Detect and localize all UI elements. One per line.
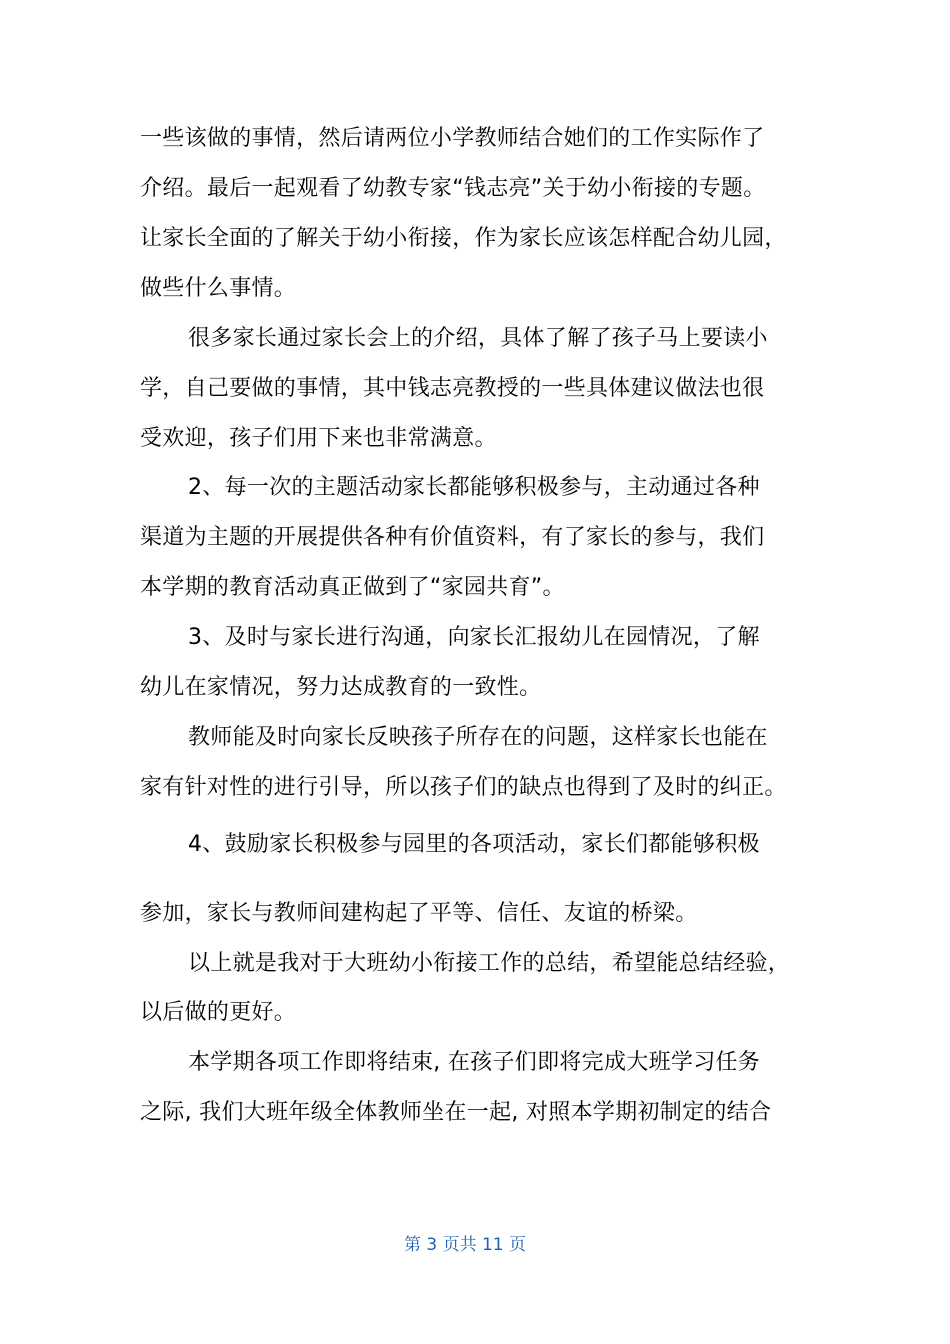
text-line-17: 以上就是我对于大班幼小衔接工作的总结，希望能总结经验， — [188, 951, 791, 976]
text-line-8: 2、每一次的主题活动家长都能够积极参与，主动通过各种 — [188, 475, 760, 500]
text-line-7: 受欢迎，孩子们用下来也非常满意。 — [140, 426, 497, 451]
text-line-5: 很多家长通过家长会上的介绍，具体了解了孩子马上要读小 — [188, 326, 768, 351]
text-line-6: 学，自己要做的事情，其中钱志亮教授的一些具体建议做法也很 — [140, 376, 765, 401]
text-line-2: 介绍。最后一起观看了幼教专家“钱志亮”关于幼小衔接的专题。 — [140, 176, 766, 201]
page-number-label: 第 3 页共 11 页 — [403, 1235, 527, 1255]
text-line-13: 教师能及时向家长反映孩子所存在的问题，这样家长也能在 — [188, 725, 768, 750]
text-line-20: 之际, 我们大班年级全体教师坐在一起, 对照本学期初制定的结合 — [140, 1100, 772, 1125]
text-line-10: 本学期的教育活动真正做到了“家园共育”。 — [140, 575, 565, 600]
text-line-3: 让家长全面的了解关于幼小衔接，作为家长应该怎样配合幼儿园， — [140, 226, 787, 251]
text-line-12: 幼儿在家情况，努力达成教育的一致性。 — [140, 675, 542, 700]
page-number-footer — [0, 1233, 950, 1257]
text-line-18: 以后做的更好。 — [140, 1000, 297, 1025]
text-line-4: 做些什么事情。 — [140, 276, 297, 301]
text-line-14: 家有针对性的进行引导，所以孩子们的缺点也得到了及时的纠正。 — [140, 775, 787, 800]
text-line-19: 本学期各项工作即将结束, 在孩子们即将完成大班学习任务 — [188, 1050, 761, 1075]
text-line-16: 参加，家长与教师间建构起了平等、信任、友谊的桥梁。 — [140, 901, 698, 926]
text-line-11: 3、及时与家长进行沟通，向家长汇报幼儿在园情况，了解 — [188, 625, 760, 650]
text-line-9: 渠道为主题的开展提供各种有价值资料，有了家长的参与，我们 — [140, 525, 765, 550]
text-line-1: 一些该做的事情，然后请两位小学教师结合她们的工作实际作了 — [140, 126, 765, 151]
text-line-15: 4、鼓励家长积极参与园里的各项活动，家长们都能够积极 — [188, 832, 760, 857]
